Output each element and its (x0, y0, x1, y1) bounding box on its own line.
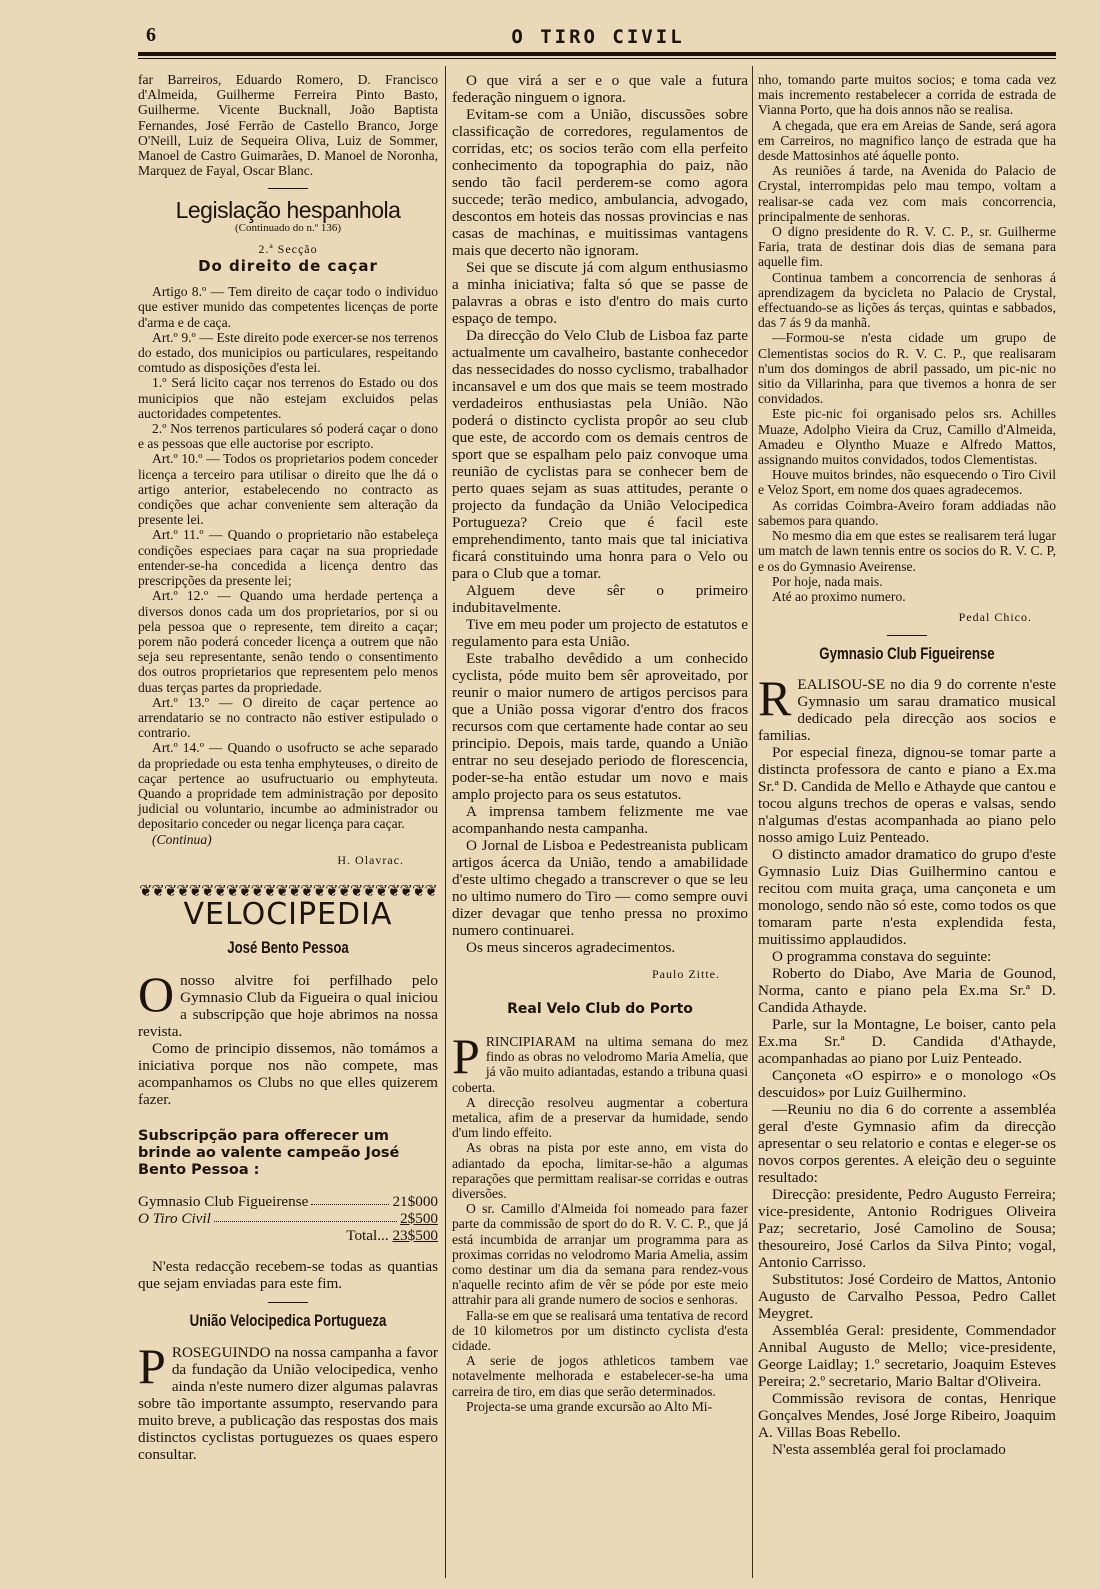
article-body (452, 1028, 748, 1414)
article-body (138, 1337, 438, 1463)
article-paragraph: ROSEGUINDO na nossa campanha a favor da fundação da União velocipedica, venho ainda n'este numero dizer algumas palavras sobre tão importante assumpto, reservando para muito breve, a publicação das respostas dos mais distinctos cyclistas portuguezes os quaes espero consultar. (138, 1343, 438, 1463)
author-signature: Paulo Zitte. (652, 967, 720, 981)
article-paragraph: Art.º 14.º — Quando o usofructo se ache separado da propriedade ou esta tenha emphyteuses, o direito de caçar pertence ao usufructuario ou emphyteuta. Quando a propridade tem administração por deposito judicial ou voluntario, incumbe ao administrador ou depositario conceder ou negar licença para caçar. (138, 740, 438, 832)
separator (268, 1302, 308, 1303)
article-paragraph: —Reuniu no dia 6 do corrente a assembléa geral d'este Gymnasio afim da direcção apresentar o seu relatorio e contas e eleger-se os novos corpos gerentes. A eleição deu o seguinte resultado: (758, 1100, 1056, 1186)
article-paragraph: —Formou-se n'esta cidade um grupo de Clementistas socios do R. V. C. P., que realisaram n'um dos domingos de abril passado, um pic-nic no sitio da Villarinha, para que tivemos a honra de ser convidados. (758, 330, 1056, 407)
article-body (138, 965, 438, 1108)
article-title-jose-bento-pessoa: José Bento Pessoa (227, 938, 349, 958)
article-paragraph: Art.º 13.º — O direito de caçar pertence ao arrendatario se no contracto não estiver estipulado o contrario. (138, 694, 438, 741)
intro-paragraph: far Barreiros, Eduardo Romero, D. Francisco d'Almeida, Guilherme Ferreira Pinto Basto, Guilherme. Vicente Bucknall, João Baptista Fernandes, José Ferrão de Castello Branco, Jorge O'Neill, Luiz de Sequeira Oliva, Luiz de Sommer, Manoel de Castro Guimarães, D. Manoel de Noronha, Marquez de Fayal, Oscar Blanc. (138, 72, 438, 179)
column-divider (445, 66, 446, 1578)
subscription-title: Subscripção para offerecer um brinde ao valente campeão José Bento Pessoa : (138, 1127, 400, 1178)
article-paragraph: nosso alvitre foi perfilhado pelo Gymnasio Club da Figueira o qual iniciou a subscripção que hoje abrimos na nossa revista. (138, 971, 438, 1040)
continua-note: (Continua) (152, 831, 212, 847)
article-paragraph: Parle, sur la Montagne, Le boiser, canto pela Ex.ma Sr.ª D. Candida d'Athayde, acompanhadas ao piano por Luiz Penteado. (758, 1015, 1056, 1067)
page-number: 6 (146, 24, 156, 46)
article-paragraph: Houve muitos brindes, não esquecendo o Tiro Civil e Veloz Sport, em nome dos quaes agradecemos. (758, 467, 1056, 498)
subscription-amount: 2$500 (400, 1209, 438, 1227)
separator (268, 188, 308, 189)
article-paragraph: Até ao proximo numero. (772, 588, 906, 604)
masthead: O TIRO CIVIL (511, 26, 685, 48)
drop-cap: R (758, 669, 792, 726)
continuation-note: (Continuado do n.º 136) (234, 221, 342, 234)
column-3 (758, 72, 1056, 1458)
article-paragraph: O que virá a ser e o que vale a futura federação ninguem o ignora. (452, 72, 748, 106)
section-subtitle: Do direito de caçar (198, 257, 378, 276)
column-1 (138, 72, 438, 1463)
subscription-row (138, 1193, 438, 1210)
drop-cap: O (138, 965, 175, 1022)
article-paragraph: Como de principio dissemos, não tomámos a iniciativa porque nos não compete, mas acompanhamos os Clubs no que elles quizerem fazer. (138, 1039, 438, 1108)
article-paragraph: Cançoneta «O espirro» e o monologo «Os descuidos» por Luiz Guilhermino. (758, 1066, 1056, 1101)
article-paragraph: Tive em meu poder um projecto de estatutos e regulamento para esta União. (452, 616, 748, 650)
article-paragraph: A serie de jogos athleticos tambem vae notavelmente melhorada e estabelecer-se-ha uma carreira de tiro, em dias que serão determinados. (452, 1353, 748, 1399)
drop-cap: P (452, 1028, 480, 1084)
article-paragraph: O Jornal de Lisboa e Pedestreanista publicam artigos ácerca da União, tendo a amabilidade d'este ultimo chegado a transcrever o que se leu no ultimo numero do Tiro — como sempre ouvi dizer devagar que tenho pressa no proximo numero continuarei. (452, 837, 748, 939)
article-paragraph: Projecta-se uma grande excursão ao Alto Mi- (466, 1398, 713, 1414)
article-paragraph: O distincto amador dramatico do grupo d'este Gymnasio Luiz Dias Guilhermino cantou e recitou com muita graça, uma cançoneta e um monologo, sendo não só este, como todos os que tomaram parte n'esta explendida festa, muitissimo applaudidos. (758, 845, 1056, 948)
article-paragraph: Art.º 9.º — Este direito pode exercer-se nos terrenos do estado, dos municipios ou particulares, respeitando comtudo as disposições d'esta lei. (138, 329, 438, 376)
article-paragraph: Substitutos: José Cordeiro de Mattos, Antonio Augusto de Carvalho Pessoa, Pedro Callet Meygret. (758, 1270, 1056, 1322)
article-paragraph: As corridas Coimbra-Aveiro foram addiadas não sabemos para quando. (758, 497, 1056, 528)
article-paragraph: Por especial fineza, dignou-se tomar parte a distincta professora de canto e piano a Ex.ma Sr.ª D. Candida de Mello e Athayde que cantou e tocou alguns trechos de operas e valsas, sendo n'algumas d'estas acompanhada ao piano pelo nosso amigo Luiz Penteado. (758, 743, 1056, 846)
section-label: 2.ª Secção (258, 241, 318, 256)
subscriber-name: O Tiro Civil (138, 1209, 211, 1227)
article-title-gymnasio-figueirense: Gymnasio Club Figueirense (819, 644, 995, 664)
article-body (758, 669, 1056, 1458)
article-paragraph: No mesmo dia em que estes se realisarem terá lugar um match de lawn tennis entre os socios do R. V. C. P, e os do Gymnasio Aveirense. (758, 528, 1056, 574)
subscription-row (138, 1210, 438, 1227)
article-paragraph: As obras na pista por este anno, em vista do adiantado da epocha, limitar-se-hão a algumas reparações que permittam realisar-se corridas e outras diversões. (452, 1140, 748, 1202)
column-2 (452, 72, 748, 1414)
subscriber-name: Gymnasio Club Figueirense (138, 1192, 309, 1210)
page-header (138, 22, 1058, 50)
article-title-legislacao: Legislação hespanhola (175, 197, 401, 224)
column-divider (752, 66, 753, 1578)
article-paragraph: 2.º Nos terrenos particulares só poderá caçar o dono e as pessoas que elle auctorise por escripto. (138, 421, 438, 452)
article-paragraph: Roberto do Diabo, Ave Maria de Gounod, Norma, canto e piano pela Ex.ma Sr.ª D. Candida Athayde. (758, 964, 1056, 1016)
article-paragraph: Art.º 10.º — Todos os proprietarios podem conceder licença a terceiro para utilisar o direito que lhe dá o artigo anterior, estabelecendo no contracto as condições que achar conveniente sem alteração da presente lei. (138, 451, 438, 528)
subscription-amount: 21$000 (392, 1192, 438, 1210)
article-paragraph: Por hoje, nada mais. (772, 573, 883, 589)
subscription-total-row: Total... 23$500 (346, 1226, 438, 1244)
article-paragraph: A direcção resolveu augmentar a cobertura metalica, afim de a preservar da humidade, sendo d'um lindo effeito. (452, 1094, 748, 1141)
author-signature: Pedal Chico. (958, 610, 1032, 625)
article-paragraph: Falla-se em que se realisará uma tentativa de record de 10 kilometros por um distincto cyclista d'esta cidade. (452, 1307, 748, 1354)
article-paragraph: Art.º 11.º — Quando o proprietario não estabeleça condições especiaes para caçar na sua propriedade entender-se-ha concedida a licença dentro das prescripções da presente lei; (138, 527, 438, 589)
article-paragraph: Assembléa Geral: presidente, Commendador Annibal Augusto de Mello; vice-presidente, George Laidlay; 1.º secretario, Joaquim Esteves Pereira; 2.º secretario, Mario Baltar d'Oliveira. (758, 1321, 1056, 1390)
article-paragraph: Sei que se discute já com algum enthusiasmo a minha iniciativa; falta só que se passe de palavras a obras e isto d'entro do mais curto espaço de tempo. (452, 259, 748, 327)
article-paragraph: Commissão revisora de contas, Henrique Gonçalves Mendes, José Jorge Ribeiro, Joaquim A. Villas Boas Rebello. (758, 1389, 1056, 1441)
article-title-uvp: União Velocipedica Portugueza (189, 1310, 387, 1330)
article-paragraph: Este trabalho devêdido a um conhecido cyclista, póde muito bem sêr aproveitado, por reunir o maior numero de artigos percisos para que a União possa vigorar d'entro dos fracos recursos com que certamente hade contar ao seu principio. Depois, mais tarde, quando a União entrar no seu desejado periodo de florescencia, poder-se-ha então estudar um novo e mais amplo projecto para os seus estatutos. (452, 650, 748, 803)
article-title-real-velo-club: Real Velo Club do Porto (507, 1001, 693, 1017)
drop-cap: P (138, 1337, 166, 1394)
leader-dots (311, 1193, 389, 1205)
total-label: Total (346, 1226, 378, 1244)
article-paragraph: N'esta assembléa geral foi proclamado (772, 1440, 1006, 1458)
article-paragraph: Continua tambem a concorrencia de senhoras á aprendizagem da bycicleta no Palacio de Crystal, effectuando-se as lições ás terças, quintas e sabbados, das 7 ás 9 da manhã. (758, 269, 1056, 331)
subscription-note: N'esta redacção recebem-se todas as quantias que sejam enviadas para este fim. (138, 1257, 438, 1292)
article-paragraph: A chegada, que era em Areias de Sande, será agora em Carreiros, no magnifico lanço de estrada que ha desde Mattosinhos até áquelle ponto. (758, 117, 1056, 164)
header-rule-thick (138, 52, 1056, 56)
article-paragraph: As reuniões á tarde, na Avenida do Palacio de Crystal, interrompidas pelo mau tempo, voltam a realisar-se cada vez com mais concorrencia, principalmente de senhoras. (758, 163, 1056, 224)
article-paragraph: Este pic-nic foi organisado pelos srs. Achilles Muaze, Adolpho Vieira da Cruz, Camillo d'Almeida, Amadeu e Olyntho Muaze e Alfredo Mattos, assignando muitos convidados, todos Clementistas. (758, 406, 1056, 468)
total-amount: 23$500 (392, 1226, 438, 1244)
article-paragraph: Os meus sinceros agradecimentos. (466, 939, 676, 956)
ornamental-divider: ❦❦❦❦❦❦❦❦❦❦❦❦❦❦❦❦❦❦❦❦❦❦❦❦ (139, 883, 437, 900)
leader-dots (214, 1210, 397, 1222)
article-paragraph: Da direcção do Velo Club de Lisboa faz parte actualmente um cavalheiro, bastante conhecedor das nessecidades do nosso cyclismo, trabalhador incansavel e um dos que mais se teem mostrado verdadeiros enthusiastas pela União. Não poderá o distincto cyclista propôr ao seu club que este, de accordo com os demais centros de sport que se espalham pelo paiz convoque uma reunião de cyclistas para se conhecer bem de perto quaes sejam as suas attitudes, perante o projecto da fundação da União Velocipedica Portugueza? Creio que é facil este emprehendimento, tanto mais que tal iniciativa ficará constituindo uma honra para o Velo ou para o Club que a tomar. (452, 327, 748, 582)
article-paragraph: Direcção: presidente, Pedro Augusto Ferreira; vice-presidente, Antonio Rodrigues Oliveira Paz; secretario, José Camolino de Sousa; thesoureiro, José Carlos da Silva Pinto; vogal, Antonio Carrisso. (758, 1185, 1056, 1271)
article-paragraph: O digno presidente do R. V. C. P., sr. Guilherme Faria, trata de destinar dois dias de semana para aquelle fim. (758, 224, 1056, 270)
article-paragraph: Artigo 8.º — Tem direito de caçar todo o individuo que estiver munido das competentes licenças de porte d'arma e de caça. (138, 284, 438, 330)
article-paragraph: 1.º Será licito caçar nos terrenos do Estado ou dos municipios que não estejam excluidos pelas auctoridades competentes. (138, 375, 438, 421)
article-paragraph: Art.º 12.º — Quando uma herdade pertença a diversos donos cada um dos proprietarios, por si ou pela pessoa que o represente, tem direito a caçar; porem não poderá conceder licença a outrem que não seja seu representante, senão tendo o consentimento dos outros proprietarios que representem pelo menos duas terças partes da propriedade. (138, 588, 438, 695)
article-paragraph: nho, tomando parte muitos socios; e toma cada vez mais incremento restabelecer a corrida de estrada de Vianna Porto, que ha dois annos não se realisa. (758, 72, 1056, 118)
article-paragraph: Alguem deve sêr o primeiro indubitavelmente. (452, 582, 748, 616)
article-paragraph: EALISOU-SE no dia 9 do corrente n'este Gymnasio um sarau dramatico musical dedicado pela direcção aos socios e familias. (758, 675, 1056, 744)
separator (887, 635, 927, 636)
article-paragraph: O programma constava do seguinte: (772, 947, 992, 965)
author-signature: H. Olavrac. (337, 852, 404, 867)
article-paragraph: A imprensa tambem felizmente me vae acompanhando nesta campanha. (452, 803, 748, 837)
section-title-velocipedia: VELOCIPEDIA (183, 897, 393, 933)
header-rule-thin (138, 58, 1056, 59)
article-paragraph: O sr. Camillo d'Almeida foi nomeado para fazer parte da commissão de sport do do R. V. C. P., que já está incumbida de arranjar um programma para as proximas corridas no velodromo Maria Amelia, assim como destinar um dia da semana para rendez-vous n'aquelle recinto afim de vêr se póde por este meio attrahir para ali grande numero de socios e senhoras. (452, 1201, 748, 1308)
article-paragraph: Evitam-se com a União, discussões sobre classificação de corredores, regulamentos de corridas, etc; os socios terão com ella perfeito conhecimento da topographia do paiz, não sendo tão facil perderem-se como agora succede; terão medico, ambulancia, advogado, descontos em hoteis das nossas provincias e nas casas de machinas, e muitissimas vantagens mais que decerto não ignoram. (452, 106, 748, 259)
article-paragraph: RINCIPIARAM na ultima semana do mez findo as obras no velodromo Maria Amelia, que já vão muito adiantadas, estando a tribuna quasi coberta. (452, 1034, 748, 1095)
